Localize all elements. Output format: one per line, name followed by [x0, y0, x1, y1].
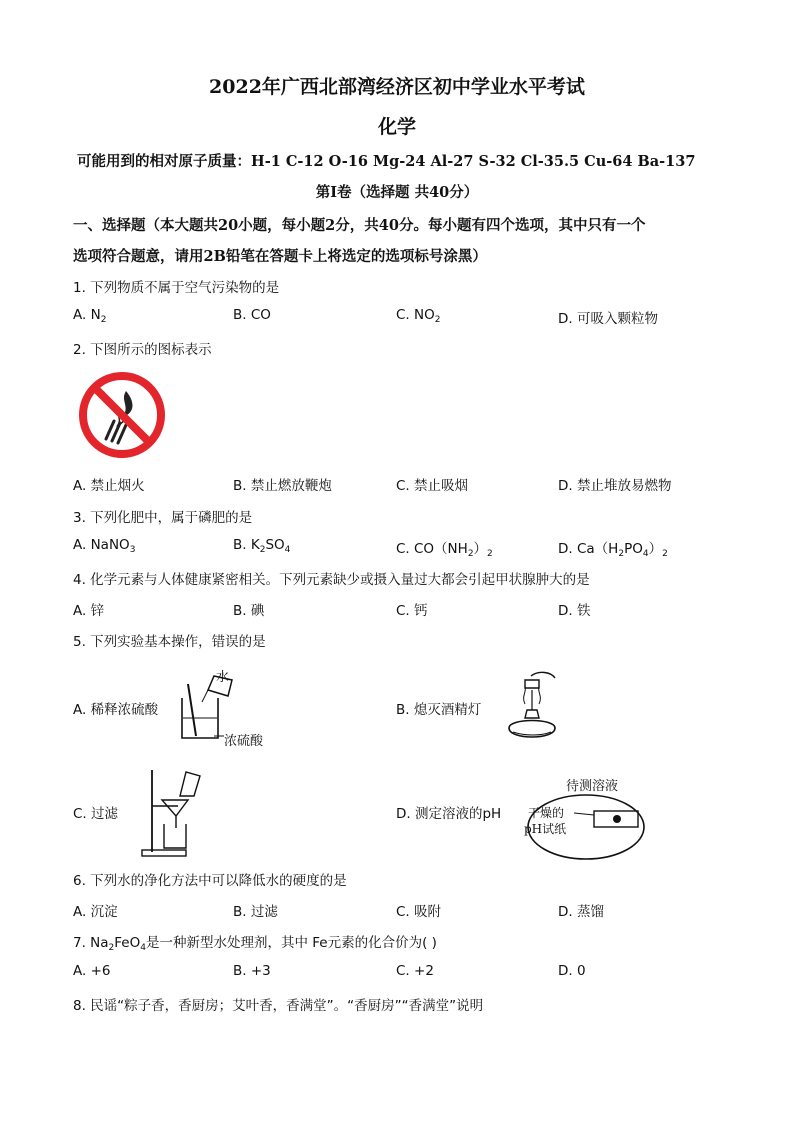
question-8-stem: 8. 民谣“粽子香，香厨房；艾叶香，香满堂”。“香厨房”“香满堂”说明	[73, 998, 484, 1014]
q5-option-c[interactable]: C. 过滤	[73, 806, 119, 822]
q4-option-d[interactable]: D. 铁	[558, 603, 591, 619]
label-water: 水	[216, 670, 230, 685]
q2-option-b[interactable]: B. 禁止燃放鞭炮	[233, 478, 332, 494]
q5-option-b[interactable]: B. 熄灭酒精灯	[396, 702, 482, 718]
q1-option-c[interactable]: C. $NO_2$	[396, 307, 441, 325]
q6-option-a[interactable]: A. 沉淀	[73, 904, 118, 920]
q2-option-d[interactable]: D. 禁止堆放易燃物	[558, 478, 672, 494]
alcohol-lamp-icon	[495, 666, 557, 748]
section-instructions-line1: 一、选择题（本大题共20小题，每小题2分，共40分。每小题有四个选项，其中只有一个	[73, 217, 646, 234]
atomic-masses: 可能用到的相对原子质量：H-1 C-12 O-16 Mg-24 Al-27 S-32 Cl-35.5 Cu-64 Ba-137	[77, 153, 696, 170]
subject-title: 化学	[377, 116, 416, 138]
question-2-stem: 2. 下图所示的图标表示	[73, 342, 212, 358]
q3-option-c[interactable]: C. $CO(NH_2)_2$	[396, 541, 493, 559]
q2-option-c[interactable]: C. 禁止吸烟	[396, 478, 469, 494]
label-concentrated-sulfuric-acid: 浓硫酸	[224, 734, 264, 749]
q7-option-d[interactable]: D. 0	[558, 963, 586, 979]
no-fire-sign-icon	[76, 369, 168, 461]
q5-option-d[interactable]: D. 测定溶液的pH	[396, 806, 502, 822]
question-5-stem: 5. 下列实验基本操作，错误的是	[73, 634, 266, 650]
q3-option-a[interactable]: A. NaNO$_3$	[73, 537, 136, 555]
pointer-line-icon	[214, 731, 224, 741]
question-3-stem: 3. 下列化肥中，属于磷肥的是	[73, 510, 253, 526]
label-ph-paper: pH试纸	[524, 822, 567, 836]
q7-option-c[interactable]: C. +2	[396, 963, 434, 979]
question-4-stem: 4. 化学元素与人体健康紧密相关。下列元素缺少或摄入量过大都会引起甲状腺肿大的是	[73, 572, 590, 588]
q4-option-c[interactable]: C. 钙	[396, 603, 428, 619]
label-dry: 干燥的	[528, 806, 565, 820]
q6-option-d[interactable]: D. 蒸馏	[558, 904, 604, 920]
q7-option-a[interactable]: A. +6	[73, 963, 111, 979]
q4-option-b[interactable]: B. 碘	[233, 603, 265, 619]
filtration-apparatus-icon	[140, 766, 202, 860]
q1-option-a[interactable]: A. $N_2$	[73, 307, 107, 325]
question-7-stem: 7. $Na_2FeO_4$是一种新型水处理剂，其中 Fe元素的化合价为( )	[73, 935, 437, 953]
label-test-solution: 待测溶液	[566, 779, 619, 794]
q1-option-b[interactable]: B. CO	[233, 307, 271, 323]
q6-option-c[interactable]: C. 吸附	[396, 904, 442, 920]
q3-option-d[interactable]: D. $Ca(H_2PO_4)_2$	[558, 541, 668, 559]
section-instructions-line2: 选项符合题意，请用2B铅笔在答题卡上将选定的选项标号涂黑）	[73, 248, 487, 265]
q3-option-b[interactable]: B. $K_2SO_4$	[233, 537, 291, 555]
q1-option-d[interactable]: D. 可吸入颗粒物	[558, 311, 658, 327]
q7-option-b[interactable]: B. +3	[233, 963, 271, 979]
question-6-stem: 6. 下列水的净化方法中可以降低水的硬度的是	[73, 873, 347, 889]
part-title: 第Ⅰ卷（选择题 共40分）	[315, 184, 479, 201]
q6-option-b[interactable]: B. 过滤	[233, 904, 278, 920]
q2-option-a[interactable]: A. 禁止烟火	[73, 478, 145, 494]
q4-option-a[interactable]: A. 锌	[73, 603, 105, 619]
question-1-stem: 1. 下列物质不属于空气污染物的是	[73, 280, 280, 296]
q5-option-a[interactable]: A. 稀释浓硫酸	[73, 702, 159, 718]
exam-title: 2022年广西北部湾经济区初中学业水平考试	[209, 76, 585, 98]
